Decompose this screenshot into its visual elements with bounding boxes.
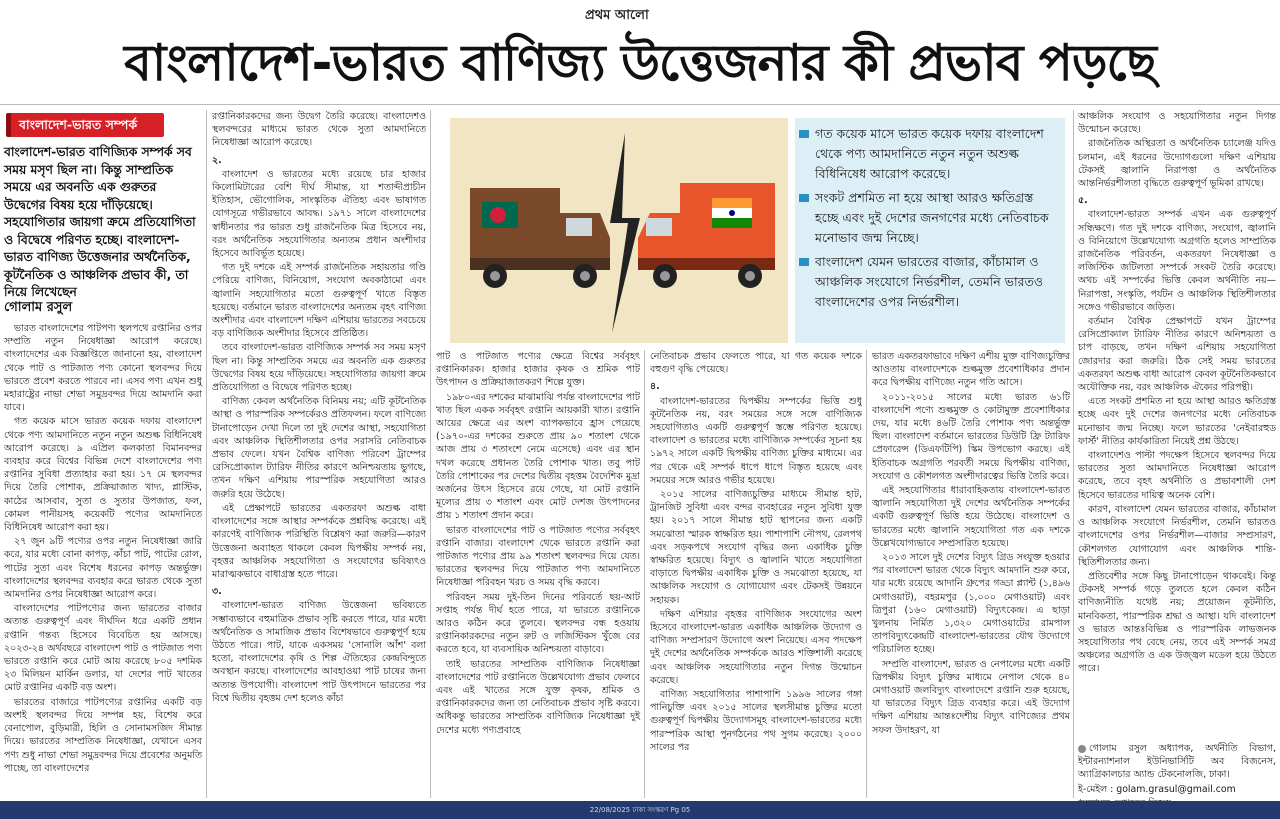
byline: গোলাম রসুল	[4, 300, 73, 315]
trucks-illustration	[450, 118, 788, 343]
highlight-item	[799, 124, 1059, 184]
column-rule	[206, 110, 207, 798]
footer-bar: 22/08/2025 ঢাকা সংস্করণ Pg 05	[0, 801, 1280, 819]
section-number: ৩.	[212, 586, 222, 598]
paragraph: এই সহযোগিতার ধারাবাহিকতায় বাংলাদেশ-ভারত জ্বালানি সহযোগিতা দুই দেশের অর্থনৈতিক সম্পর্কের একটি গুরুত্বপূর্ণ ভিত্তি হয়ে উঠেছে। বাংলাদেশ ও ভারতের মধ্যে জ্বালানি সহযোগিতা গত এক দশকে উল্লেখযোগ্যভাবে সম্প্রসারিত হয়েছে।	[872, 485, 1070, 549]
paragraph: গত দুই দশকে এই সম্পর্ক রাজনৈতিক সহায়তার গণ্ডি পেরিয়ে বাণিজ্য, বিনিয়োগ, সংযোগ অবকাঠামো এবং জ্বালানি সহযোগিতার মতো গুরুত্বপূর্ণ খাতে বিস্তৃত হয়েছে। বর্তমানে ভারত বাংলাদেশের অন্যতম বৃহৎ বাণিজ্য অংশীদার এবং বাংলাদেশ দক্ষিণ এশিয়ায় ভারতের সবচেয়ে বড় বাণিজ্যিক অংশীদার হিসেবে প্রতিষ্ঠিত।	[212, 262, 426, 340]
paragraph: নেতিবাচক প্রভাব ফেলতে পারে, যা গত কয়েক দশকে বহুগুণ বৃদ্ধি পেয়েছে।	[650, 351, 862, 376]
paragraph: ১৯৮০-এর দশকের মাঝামাঝি পর্যন্ত বাংলাদেশের পাট খাত ছিল একক সর্ববৃহৎ রপ্তানি আয়কারী খাত। রপ্তানি আয়ের ক্ষেত্রে এর অংশ ব্যাপকভাবে হ্রাস পেয়েছে (১৯৭০-এর দশকের শুরুতে প্রায় ৯০ শতাংশ থেকে আজ প্রায় ৩ শতাংশে নেমে এসেছে) এবং এর স্থান দখল করেছে প্রধানত তৈরি পোশাক খাত। তবু পাট তৈরি পোশাকের পর দেশের দ্বিতীয় বৃহত্তম বৈদেশিক মুদ্রা অর্জনের উৎস হিসেবে রয়ে গেছে, যা মোট রপ্তানি মূল্যের প্রায় ৩ শতাংশ এবং মোট দেশজ উৎপাদনের প্রায় ১ শতাংশ প্রদান করে।	[436, 391, 640, 522]
column-3	[436, 350, 640, 798]
paragraph: ২০১১-২০১৫ সালের মধ্যে ভারত ৬১টি বাংলাদেশি পণ্যে শুল্কমুক্ত ও কোটামুক্ত প্রবেশাধিকার দেয়, যার মধ্যে ৪৬টি তৈরি পোশাক পণ্য অন্তর্ভুক্ত ছিল। বাংলাদেশ বর্তমানে ভারতের ডিউটি ফ্রি ট্যারিফ প্রেফারেন্স (ডিএফটিপি) স্কিম উপভোগ করছে। এই ইতিবাচক অগ্রগতি পরবর্তী সময়ে দ্বিপক্ষীয় বাণিজ্য, সংযোগ ও কৌশলগত অংশীদারত্বের ভিত্তি তৈরি করে।	[872, 391, 1070, 482]
square-bullet-icon	[799, 130, 809, 138]
paragraph: ভারত বাংলাদেশের পাটপণ্য স্থলপথে রপ্তানির ওপর সম্প্রতি নতুন নিষেধাজ্ঞা আরোপ করেছে। বাংলাদেশের এক বিজ্ঞপ্তিতে জানানো হয়, বাংলাদেশ থেকে পাট ও পাটজাত পণ্য কোনো স্থলবন্দর দিয়ে ভারতে প্রবেশ করতে পারবে না। এসব পণ্য এখন শুধু মহারাষ্ট্রের নাভা শেভা সমুদ্রবন্দর দিয়ে আমদানি করা যাবে।	[4, 323, 202, 414]
paragraph: বাণিজ্য সহযোগিতার পাশাপাশি ১৯৯৬ সালের গঙ্গা পানিচুক্তি এবং ২০১৫ সালের স্থলসীমান্ত চুক্তির মতো গুরুত্বপূর্ণ দ্বিপক্ষীয় উদ্যোগসমূহ বাংলাদেশ-ভারতের মধ্যে পারস্পরিক আস্থা পুনর্গঠনের পথ সুগম করেছে। ২০০০ সালের পর	[650, 689, 862, 753]
headline: বাংলাদেশ-ভারত বাণিজ্য উত্তেজনার কী প্রভাব পড়ছে	[124, 34, 1156, 92]
column-rule	[1073, 110, 1074, 798]
author-info: গোলাম রসুল অধ্যাপক, অর্থনীতি বিভাগ, ইন্টারন্যাশনাল ইউনিভার্সিটি অব বিজনেস, অ্যাগ্রিকালচার অ্যান্ড টেকনোলজি, ঢাকা।	[1078, 743, 1276, 781]
highlight-text: বাংলাদেশ যেমন ভারতের বাজার, কাঁচামাল ও আঞ্চলিক সংযোগে নির্ভরশীল, তেমনি ভারতও বাংলাদেশের ওপর নির্ভরশীল।	[815, 254, 1044, 309]
trucks-illustration-svg	[450, 118, 788, 343]
paragraph: দক্ষিণ এশিয়ার বৃহত্তর বাণিজ্যিক সংযোগের অংশ হিসেবে বাংলাদেশ-ভারত একাধিক আঞ্চলিক উদ্যোগ ও বাণিজ্য সম্প্রসারণ উদ্যোগে অংশ নিয়েছে। এসব পদক্ষেপ দুই দেশের অর্থনৈতিক সম্পর্ককে আরও শক্তিশালী করেছে এবং আঞ্চলিক সহযোগিতার নতুন দিগন্ত উন্মোচন করেছে।	[650, 608, 862, 686]
paragraph: প্রতিবেশীর সঙ্গে কিছু টানাপোড়েন থাকবেই। কিন্তু টেকসই সম্পর্ক গড়ে তুলতে হলে কেবল কঠিন বাণিজ্যনীতি যথেষ্ট নয়; প্রয়োজন কূটনীতি, মানবিকতা, পারস্পরিক শ্রদ্ধা ও আস্থা। যদি বাংলাদেশ ও ভারত আন্তঃবিভিন্ন ও পারস্পরিক লাভজনক সহযোগিতার পথ বেছে নেয়, তবে এই সম্পর্ক সমগ্র অঞ্চলের অগ্রগতি ও এক উজ্জ্বল মডেল হয়ে উঠতে পারে।	[1078, 570, 1276, 675]
paragraph: ২০১৩ সালে দুই দেশের বিদ্যুৎ গ্রিড সংযুক্ত হওয়ার পর বাংলাদেশ ভারত থেকে বিদ্যুৎ আমদানি শুরু করে, যার মধ্যে রয়েছে আদানি গ্রুপের গড্ডা প্ল্যান্ট (১,৪৯৬ মেগাওয়াট), বহরমপুর (১,০০০ মেগাওয়াট) এবং ত্রিপুরা (১৬০ মেগাওয়াট) বিদ্যুৎকেন্দ্র। এ ছাড়া খুলনায় নির্মিত ১,৩২০ মেগাওয়াটের রামপাল তাপবিদ্যুৎকেন্দ্রটি বাংলাদেশ-ভারতের যৌথ উদ্যোগে পরিচালিত হচ্ছে।	[872, 552, 1070, 656]
paragraph: বাংলাদেশের পাটপণ্যের জন্য ভারতের বাজার অত্যন্ত গুরুত্বপূর্ণ এবং দীর্ঘদিন ধরে একটি প্রধান রপ্তানি গন্তব্য হিসেবে বিবেচিত হয় আসছে। ২০২৩-২৪ অর্থবছরে বাংলাদেশ পাট ও পাটজাত পণ্য ভারতে রপ্তানি করে মোট আয় করেছে ৮০৫ দশমিক ২৩ মিলিয়ন মার্কিন ডলার, যা দেশের পাট খাতের মোট রপ্তানির একটি বড় অংশ।	[4, 603, 202, 694]
paragraph: বাংলাদেশ ও ভারতের মধ্যে রয়েছে চার হাজার কিলোমিটারের বেশি দীর্ঘ সীমান্ত, যা শতাব্দীপ্রাচীন ইতিহাস, ভৌগোলিক, সাংস্কৃতিক ঐতিহ্য এবং ভাষাগত যোগসূত্রে গভীরভাবে আবদ্ধ। ১৯৭১ সালে বাংলাদেশের স্বাধীনতার পর ভারত শুধু রাজনৈতিক মিত্র হিসেবে নয়, বরং অর্থনৈতিক সহযোগিতার অন্যতম প্রধান অংশীদার হিসেবে আবির্ভূত হয়েছে।	[212, 168, 426, 260]
highlight-text: সংকট প্রশমিত না হয়ে আস্থা আরও ক্ষতিগ্রস্ত হচ্ছে এবং দুই দেশের জনগণের মধ্যে নেতিবাচক মনোভাব জন্ম নিচ্ছে।	[815, 190, 1049, 245]
author-note	[1078, 742, 1276, 800]
column-1	[4, 322, 202, 800]
masthead-logo: প্রথম আলো	[585, 8, 649, 23]
paragraph: বাংলাদেশ-ভারত বাণিজ্য উত্তেজনা ভবিষ্যতে সম্ভাব্যভাবে বহুমাত্রিক প্রভাব সৃষ্টি করতে পারে, যার মধ্যে অর্থনৈতিক ও সামাজিক প্রভাব বিশেষভাবে গুরুত্বপূর্ণ হয়ে উঠতে পারে। পাট, যাকে একসময় 'সোনালি আঁশ' বলা হতো, বাংলাদেশের কৃষি ও শিল্প ঐতিহ্যের কেন্দ্রবিন্দুতে অবস্থান করছে। বাংলাদেশের আবহাওয়া পাট চাষের জন্য অত্যন্ত উপযোগী। বাংলাদেশ পাট উৎপাদনে ভারতের পর বিশ্বে দ্বিতীয় বৃহত্তম দেশ হলেও কাঁচা	[212, 600, 426, 704]
square-bullet-icon	[799, 258, 809, 266]
paragraph: ২৭ জুন ৯টি পণ্যের ওপর নতুন নিষেধাজ্ঞা জারি করে, যার মধ্যে বোনা কাপড়, কাঁচা পাট, পাটের রোল, পাটের সুতা এবং বিশেষ ধরনের কাপড় অন্তর্ভুক্ত। বাংলাদেশের স্থলবন্দর ব্যবহার করে ভারত থেকে সুতা আমদানির ওপর নিষেধাজ্ঞা আরোপ করে।	[4, 536, 202, 601]
intro: বাংলাদেশ-ভারত বাণিজ্যিক সম্পর্ক সব সময় মসৃণ ছিল না। কিন্তু সাম্প্রতিক সময়ে এর অবনতি এক গুরুতর উদ্বেগের বিষয় হয়ে দাঁড়িয়েছে। সহযোগিতার জায়গা ক্রমে প্রতিযোগিতা ও বিদ্বেষে পরিণত হচ্ছে। বাংলাদেশ-ভারত বাণিজ্য উত্তেজনার অর্থনৈতিক, কূটনৈতিক ও আঞ্চলিক প্রভাব কী, তা নিয়ে লিখেছেন	[4, 145, 196, 299]
column-4	[650, 350, 862, 798]
paragraph: বাণিজ্য কেবল অর্থনৈতিক বিনিময় নয়; এটি কূটনৈতিক আস্থা ও পারস্পরিক সম্পর্কেরও প্রতিফলন। ফলে বাণিজ্যে টানাপোড়েন দেখা দিলে তা দুই দেশের আস্থা, সহযোগিতা এবং আঞ্চলিক স্থিতিশীলতার ওপর সরাসরি নেতিবাচক প্রভাব ফেলে। যখন বৈশ্বিক বাণিজ্য পরিবেশ ট্রাম্পের রেসিপ্রোক্যাল ট্যারিফ নীতির কারণে অনিশ্চয়তায় ভুগছে, তখন দক্ষিণ এশিয়ায় পারস্পরিক সহযোগিতা আরও জরুরি হয়ে উঠেছে।	[212, 396, 426, 500]
column-rule	[866, 350, 867, 798]
highlight-text: গত কয়েক মাসে ভারত কয়েক দফায় বাংলাদেশ থেকে পণ্য আমদানিতে নতুন নতুন অশুল্ক বিধিনিষেধ আরোপ করেছে।	[815, 126, 1044, 181]
paragraph: সম্প্রতি বাংলাদেশ, ভারত ও নেপালের মধ্যে একটি ত্রিপক্ষীয় বিদ্যুৎ চুক্তির মাধ্যমে নেপাল থেকে ৪০ মেগাওয়াট জলবিদ্যুৎ বাংলাদেশে রপ্তানি শুরু হয়েছে, যা ভারতের বিদ্যুৎ গ্রিড ব্যবহার করে। এই উদ্যোগ দক্ষিণ এশিয়ায় আন্তঃদেশীয় বিদ্যুৎ বাণিজ্যের প্রথম সফল উদাহরণ, যা	[872, 658, 1070, 736]
paragraph: ভারত একতরফাভাবে দক্ষিণ এশীয় মুক্ত বাণিজ্যচুক্তির আওতায় বাংলাদেশকে শুল্কমুক্ত প্রবেশাধিকার প্রদান করে দ্বিপক্ষীয় বাণিজ্যে নতুন গতি আসে।	[872, 351, 1070, 389]
paragraph: বাংলাদেশ-ভারত সম্পর্ক এখন এক গুরুত্বপূর্ণ সন্ধিক্ষণে। গত দুই দশকে বাণিজ্য, সংযোগ, জ্বালানি ও বিনিয়োগে উল্লেখযোগ্য অগ্রগতি হলেও সাম্প্রতিক রাজনৈতিক পরিবর্তন, একতরফা নিষেধাজ্ঞা ও লজিস্টিক জটিলতা সম্পর্কে সংকট তৈরি করেছে। অথচ এই সম্পর্কের ভিত্তি কেবল অর্থনীতি নয়—নিরাপত্তা, সংস্কৃতি, পর্যটন ও আঞ্চলিক স্থিতিশীলতার সঙ্গেও গভীরভাবে জড়িত।	[1078, 209, 1276, 313]
divider	[0, 104, 1280, 105]
paragraph: পরিবহন সময় দুই-তিন দিনের পরিবর্তে ছয়-আট সপ্তাহ পর্যন্ত দীর্ঘ হতে পারে, যা ভারতে রপ্তানিকে আরও কঠিন করে তুলবে। স্থলবন্দর বন্ধ হওয়ায় রপ্তানিকারকদের নতুন রুট ও লজিস্টিকস খুঁজে বের করতে হবে, যা ব্যবসায়িক অনিশ্চয়তা বাড়াবে।	[436, 591, 640, 656]
column-rule	[430, 110, 431, 798]
column-rule	[644, 350, 645, 798]
author-email: ই-মেইল : golam.grasul@gmail.com	[1078, 783, 1236, 795]
author-signature	[1078, 742, 1276, 782]
paragraph: পাট ও পাটজাত পণ্যের ক্ষেত্রে বিশ্বের সর্ববৃহৎ রপ্তানিকারক। হাজার হাজার কৃষক ও শ্রমিক পাট উৎপাদন ও প্রক্রিয়াজাতকরণ শিল্পে যুক্ত।	[436, 351, 640, 389]
paragraph: রাজনৈতিক অস্থিরতা ও অর্থনৈতিক চ্যালেঞ্জ যদিও চলমান, এই ধরনের উদ্যোগগুলো দক্ষিণ এশিয়ায় টেকসই জ্বালানি নিরাপত্তা ও অর্থনৈতিক আন্তনির্ভরশীলতা বৃদ্ধিতে গুরুত্বপূর্ণ ভূমিকা রাখছে।	[1078, 138, 1276, 190]
paragraph: বাংলাদেশও পাল্টা পদক্ষেপ হিসেবে স্থলবন্দর দিয়ে ভারতের সুতা আমদানিতে নিষেধাজ্ঞা আরোপ করেছে, তবে বৃহৎ অর্থনীতি ও প্রভাবশালী দেশ হিসেবে ভারতের দায়িত্ব অনেক বেশি।	[1078, 450, 1276, 501]
column-2	[212, 110, 426, 800]
column-6	[1078, 110, 1276, 740]
paragraph: ভারত বাংলাদেশের পাট ও পাটজাত পণ্যের সর্ববৃহৎ রপ্তানি বাজার। বাংলাদেশ থেকে ভারতে রপ্তানি করা পাটজাত পণ্যের প্রায় ৯৯ শতাংশ স্থলবন্দর দিয়ে যেত। ভারতের স্থলবন্দর দিয়ে পাটজাত পণ্য আমদানিতে নিষেধাজ্ঞা পরিবহন খরচ ও সময় বৃদ্ধি করবে।	[436, 524, 640, 589]
column-5	[872, 350, 1070, 798]
highlight-item	[799, 188, 1059, 248]
highlight-item	[799, 252, 1059, 312]
section-number: ৪.	[650, 381, 660, 393]
paragraph: তাই ভারতের সাম্প্রতিক বাণিজ্যিক নিষেধাজ্ঞা বাংলাদেশের পাট রপ্তানিতে উল্লেখযোগ্য প্রভাব ফেলবে এবং এই খাতের সঙ্গে যুক্ত কৃষক, শ্রমিক ও রপ্তানিকারকদের জন্য তা নেতিবাচক প্রভাব সৃষ্টি করবে। অধিকন্তু ভারতের সাম্প্রতিক বাণিজ্যিক নিষেধাজ্ঞা দুই দেশের মধ্যে পণ্যপ্রবাহে	[436, 658, 640, 736]
paragraph: তবে বাংলাদেশ-ভারত বাণিজ্যিক সম্পর্ক সব সময় মসৃণ ছিল না। কিন্তু সাম্প্রতিক সময়ে এর অবনতি এক গুরুতর উদ্বেগের বিষয় হয়ে দাঁড়িয়েছে। সহযোগিতার জায়গা ক্রমে প্রতিযোগিতা ও বিদ্বেষে পরিণত হচ্ছে।	[212, 342, 426, 394]
section-tag: বাংলাদেশ-ভারত সম্পর্ক	[6, 113, 164, 137]
paragraph: বর্তমান বৈশ্বিক প্রেক্ষাপটে যখন ট্রাম্পের রেসিপ্রোক্যাল ট্যারিফ নীতির কারণে অনিশ্চয়তা ও চাপ বাড়ছে, তখন দক্ষিণ এশিয়ায় সহযোগিতা জোরদার করা জরুরি। ঠিক সেই সময় ভারতের একতরফা অশুল্ক বাধা আরোপ কেবল কূটনৈতিকভাবে অযৌক্তিক নয়, বরং আঞ্চলিক ঐক্যের পরিপন্থী।	[1078, 316, 1276, 394]
paragraph: ২০১৫ সালের বাণিজ্যচুক্তির মাধ্যমে সীমান্ত হাট, ট্রানজিট সুবিধা এবং বন্দর ব্যবহারের নতুন সুবিধা যুক্ত হয়। ২০১৭ সালে সীমান্ত হাট স্থাপনের জন্য একটি সমঝোতা স্মারক স্বাক্ষরিত হয়। পাশাপাশি নৌপথ, রেলপথ এবং সড়কপথে সংযোগ বৃদ্ধির জন্য একাধিক চুক্তি স্বাক্ষরিত হয়েছে। বিদ্যুৎ ও জ্বালানি খাতে সহযোগিতা বাড়াতে দ্বিপক্ষীয় একাধিক চুক্তি ও সমঝোতা হয়েছে, যা আঞ্চলিক সংযোগ ও যোগাযোগ এবং টেকসই উন্নয়নে সহায়ক।	[650, 489, 862, 606]
paragraph: গত কয়েক মাসে ভারত কয়েক দফায় বাংলাদেশ থেকে পণ্য আমদানিতে নতুন নতুন অশুল্ক বিধিনিষেধ আরোপ করেছে। ৯ এপ্রিল কলকাতা বিমানবন্দর ব্যবহার করে বিশ্বের বিভিন্ন দেশে বাংলাদেশের পণ্য রপ্তানির সুবিধা প্রত্যাহার করা হয়। ১৭ মে স্থলবন্দর দিয়ে তৈরি পোশাক, প্রক্রিয়াজাত খাদ্য, প্লাস্টিক, কাঠের আসবাব, সুতা ও সুতার উপজাত, ফল, কোমল পানীয়সহ কয়েকটি পণ্যের আমদানিতে বিধিনিষেধ আরোপ করা হয়।	[4, 416, 202, 534]
section-number: ৫.	[1078, 195, 1088, 207]
paragraph: রপ্তানিকারকদের জন্য উদ্বেগ তৈরি করেছে। বাংলাদেশও স্থলবন্দরের মাধ্যমে ভারত থেকে সুতা আমদানিতে নিষেধাজ্ঞা আরোপ করেছে।	[212, 111, 426, 149]
paragraph: আঞ্চলিক সংযোগ ও সহযোগিতার নতুন দিগন্ত উন্মোচন করেছে।	[1078, 111, 1276, 136]
square-bullet-icon	[799, 194, 809, 202]
paragraph: এই প্রেক্ষাপটে ভারতের একতরফা অশুল্ক বাধা বাংলাদেশের সঙ্গে আস্থার সম্পর্ককে প্রশ্নবিদ্ধ করেছে। এই কারণেই বাণিজ্যিক পরিস্থিতি বিশ্লেষণ করা জরুরি—কারণ উত্তেজনা অব্যাহত থাকলে কেবল দ্বিপক্ষীয় সম্পর্ক নয়, বৃহত্তর আঞ্চলিক সহযোগিতা ও সংযোগের ভবিষ্যৎও মারাত্মকভাবে বাধাগ্রস্ত হতে পারে।	[212, 502, 426, 580]
paragraph: ভারতের বাজারে পাটপণ্যের রপ্তানির একটি বড় অংশই স্থলবন্দর দিয়ে সম্পন্ন হয়, বিশেষ করে বেনাপোল, বুড়িমারী, হিলি ও সোনামসজিদ সীমান্ত দিয়ে। ভারতের সাম্প্রতিক নিষেধাজ্ঞা, যেখানে এসব পণ্য শুধু নাভা শেভা সমুদ্রবন্দর দিয়ে প্রবেশের অনুমতি পাচ্ছে, তা বাংলাদেশের	[4, 696, 202, 774]
paragraph: এতে সংকট প্রশমিত না হয়ে আস্থা আরও ক্ষতিগ্রস্ত হচ্ছে এবং দুই দেশের জনগণের মধ্যে নেতিবাচক মনোভাব জন্ম নিচ্ছে। ফলে ভারতের 'নেইবারহুড ফার্স্ট' নীতির কার্যকারিতা নিয়েই প্রশ্ন উঠছে।	[1078, 396, 1276, 447]
paragraph: কারণ, বাংলাদেশ যেমন ভারতের বাজার, কাঁচামাল ও আঞ্চলিক সংযোগে নির্ভরশীল, তেমনি ভারতও বাংলাদেশের ওপর নির্ভরশীল—বাজার সম্প্রসারণ, কৌশলগত যোগাযোগ এবং আঞ্চলিক শান্তি-স্থিতিশীলতার জন্য।	[1078, 503, 1276, 568]
paragraph: বাংলাদেশ-ভারতের দ্বিপক্ষীয় সম্পর্কের ভিত্তি শুধু কূটনৈতিক নয়, বরং সময়ের সঙ্গে সঙ্গে বাণিজ্যিক সহযোগিতাও একটি গুরুত্বপূর্ণ স্তম্ভে পরিণত হয়েছে। বাংলাদেশ ও ভারতের মধ্যে বাণিজ্যিক সম্পর্কের সূচনা হয় ১৯৭২ সালে একটি দ্বিপক্ষীয় বাণিজ্য চুক্তির মাধ্যমে। এর পর থেকে এই সম্পর্ক ধাপে ধাপে বিস্তৃত হয়েছে এবং সময়ের সঙ্গে আরও গভীর হয়েছে।	[650, 395, 862, 486]
bullet-dot-icon	[1078, 745, 1086, 753]
section-number: ২.	[212, 154, 222, 166]
highlight-box	[795, 118, 1065, 343]
